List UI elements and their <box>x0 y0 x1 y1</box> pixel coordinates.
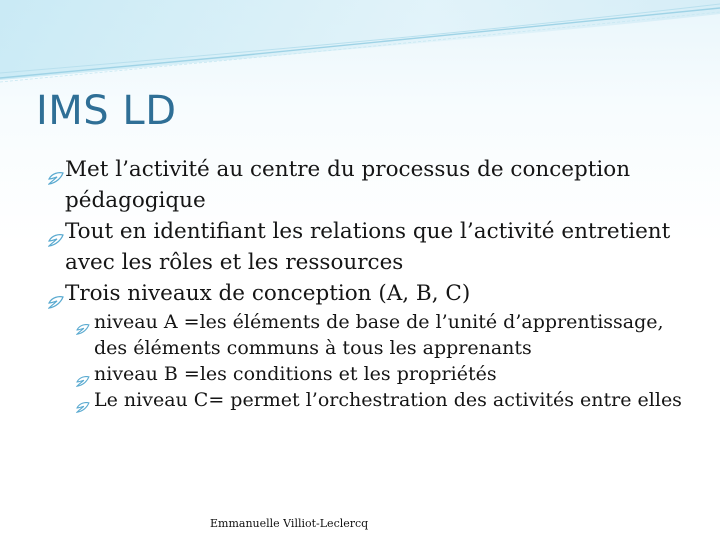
slide-title: IMS LD <box>36 88 177 134</box>
slide-footer-author: Emmanuelle Villiot-Leclercq <box>210 517 369 530</box>
subbullet-item <box>66 387 688 413</box>
leaf-bullet-icon <box>48 287 64 318</box>
bullet-text: Tout en identifiant les relations que l’activité entretient avec les rôles et les ressources <box>65 219 671 275</box>
subbullet-item <box>66 361 688 387</box>
subbullet-text: Le niveau C= permet l’orchestration des activités entre elles <box>94 389 682 411</box>
header-wave-decoration <box>0 0 720 92</box>
leaf-bullet-icon <box>76 394 90 420</box>
leaf-bullet-icon <box>76 316 90 342</box>
subbullet-text: niveau A =les éléments de base de l’unité d’apprentissage, des éléments communs à tous les apprenants <box>94 311 664 359</box>
leaf-bullet-icon <box>48 225 64 256</box>
bullet-text: Met l’activité au centre du processus de conception pédagogique <box>65 157 631 213</box>
subbullet-text: niveau B =les conditions et les propriétés <box>94 363 497 385</box>
bullet-text: Trois niveaux de conception (A, B, C) <box>65 281 471 306</box>
subbullet-item <box>66 309 688 361</box>
leaf-bullet-icon <box>48 163 64 194</box>
bullet-item <box>28 154 688 216</box>
bullet-list <box>28 154 688 413</box>
bullet-item <box>28 278 688 309</box>
bullet-item <box>28 216 688 278</box>
